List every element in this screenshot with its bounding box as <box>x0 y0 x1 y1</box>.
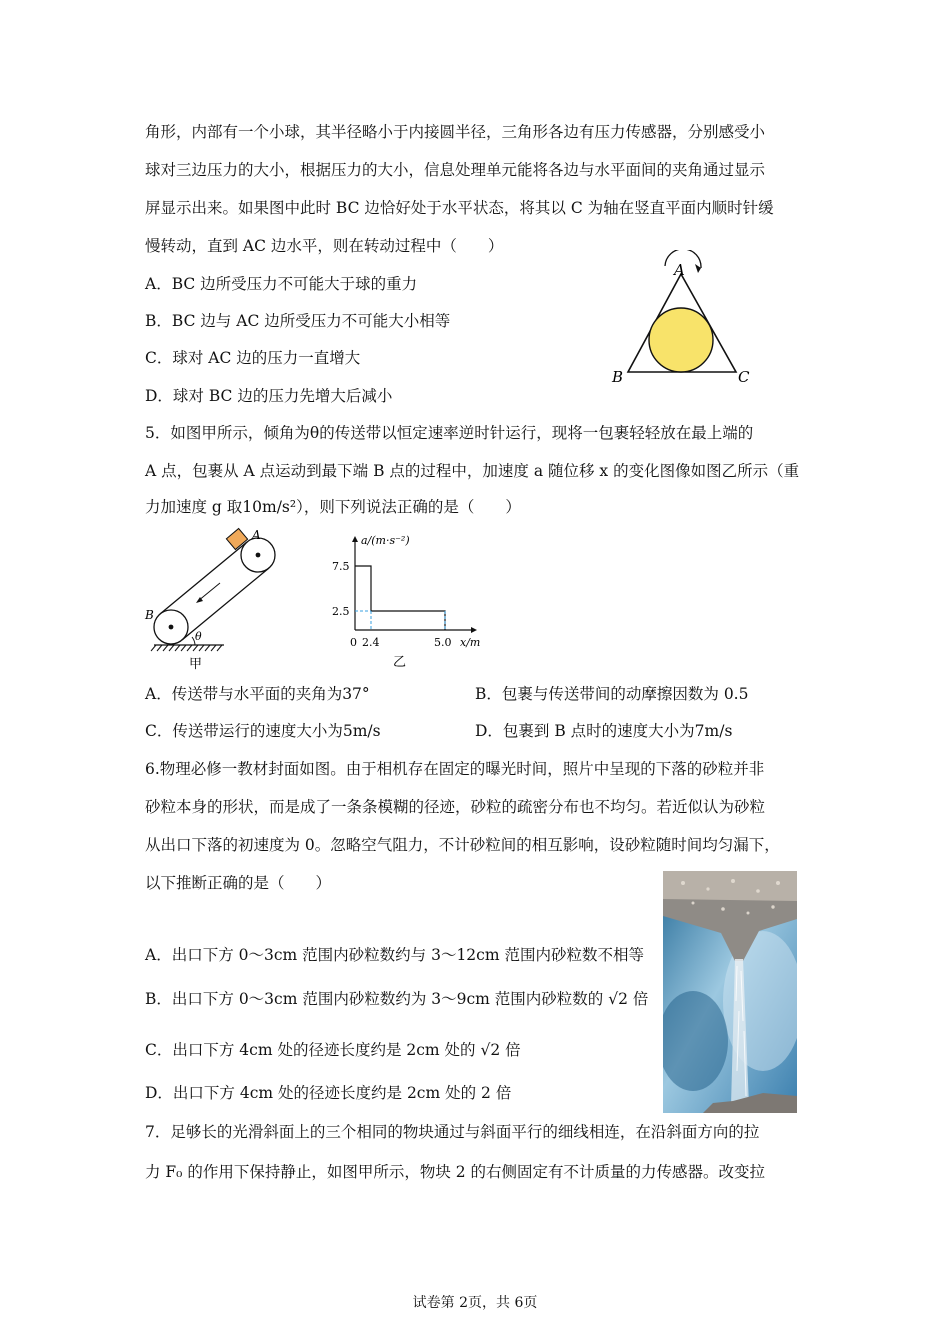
x-tick-2-4: 2.4 <box>362 636 380 649</box>
q5-option-d: D．包裹到 B 点时的速度大小为7m/s <box>475 722 733 740</box>
x-axis-label: x/m <box>460 636 481 649</box>
q4-line-2: 球对三边压力的大小，根据压力的大小，信息处理单元能将各边与水平面间的夹角通过显示 <box>145 161 766 179</box>
q6-option-d: D．出口下方 4cm 处的径迹长度约是 2cm 处的 2 倍 <box>145 1084 512 1102</box>
caption-jia: 甲 <box>189 657 203 670</box>
falling-sand-photo <box>663 871 797 1113</box>
q6-option-a: A．出口下方 0～3cm 范围内砂粒数约与 3～12cm 范围内砂粒数不相等 <box>145 946 644 964</box>
q5-line-2: A 点，包裹从 A 点运动到最下端 B 点的过程中，加速度 a 随位移 x 的变化图像如图乙所示（重 <box>145 462 800 480</box>
y-tick-2-5: 2.5 <box>332 605 350 618</box>
q4-line-4: 慢转动，直到 AC 边水平，则在转动过程中（ ） <box>145 237 504 255</box>
q7-line-2: 力 F₀ 的作用下保持静止，如图甲所示，物块 2 的右侧固定有不计质量的力传感器。改变拉 <box>145 1163 766 1181</box>
q6-line-1: 6.物理必修一教材封面如图。由于相机存在固定的曝光时间，照片中呈现的下落的砂粒并非 <box>145 760 765 778</box>
label-a: A <box>674 261 685 279</box>
q4-line-3: 屏显示出来。如果图中此时 BC 边恰好处于水平状态，将其以 C 为轴在竖直平面内顺时针缓 <box>145 199 774 217</box>
label-b: B <box>612 368 624 386</box>
q5-line-3: 力加速度 g 取10m/s²），则下列说法正确的是（ ） <box>145 498 521 516</box>
q5-option-b: B．包裹与传送带间的动摩擦因数为 0.5 <box>475 685 749 703</box>
q7-line-1: 7．足够长的光滑斜面上的三个相同的物块通过与斜面平行的细线相连，在沿斜面方向的拉 <box>145 1123 760 1141</box>
q5-option-c: C．传送带运行的速度大小为5m/s <box>145 722 381 740</box>
label-a: A <box>252 528 261 542</box>
y-axis-label: a/(m·s⁻²) <box>361 534 410 547</box>
label-c: C <box>738 368 750 386</box>
ball <box>649 308 713 372</box>
q4-option-a: A．BC 边所受压力不可能大于球的重力 <box>145 275 418 293</box>
caption-yi: 乙 <box>393 655 407 670</box>
q4-option-c: C．球对 AC 边的压力一直增大 <box>145 349 361 367</box>
x-tick-5-0: 5.0 <box>434 636 452 649</box>
label-b: B <box>145 608 154 622</box>
q5-option-a: A．传送带与水平面的夹角为37° <box>145 685 370 703</box>
q4-option-b: B．BC 边与 AC 边所受压力不可能大小相等 <box>145 312 451 330</box>
q6-option-c: C．出口下方 4cm 处的径迹长度约是 2cm 处的 √2 倍 <box>145 1041 521 1059</box>
q4-option-d: D．球对 BC 边的压力先增大后减小 <box>145 387 393 405</box>
conveyor-belt-figure <box>140 525 290 670</box>
q5-line-1: 5．如图甲所示，倾角为θ的传送带以恒定速率逆时针运行，现将一包裹轻轻放在最上端的 <box>145 424 754 442</box>
label-theta: θ <box>195 630 202 643</box>
q4-line-1: 角形，内部有一个小球，其半径略小于内接圆半径，三角形各边有压力传感器，分别感受小 <box>145 123 766 141</box>
q6-line-2: 砂粒本身的形状，而是成了一条条模糊的径迹，砂粒的疏密分布也不均匀。若近似认为砂粒 <box>145 798 766 816</box>
page-footer: 试卷第 2页，共 6页 <box>412 1295 538 1311</box>
x-tick-0: 0 <box>350 636 357 649</box>
q6-option-b: B．出口下方 0～3cm 范围内砂粒数约为 3～9cm 范围内砂粒数的 √2 倍 <box>145 990 649 1008</box>
a-x-graph <box>325 530 495 670</box>
triangle-ball-figure <box>605 250 765 390</box>
q6-line-4: 以下推断正确的是（ ） <box>145 874 332 892</box>
y-tick-7-5: 7.5 <box>332 560 350 573</box>
q6-line-3: 从出口下落的初速度为 0。忽略空气阻力，不计砂粒间的相互影响，设砂粒随时间均匀漏下， <box>145 836 780 854</box>
